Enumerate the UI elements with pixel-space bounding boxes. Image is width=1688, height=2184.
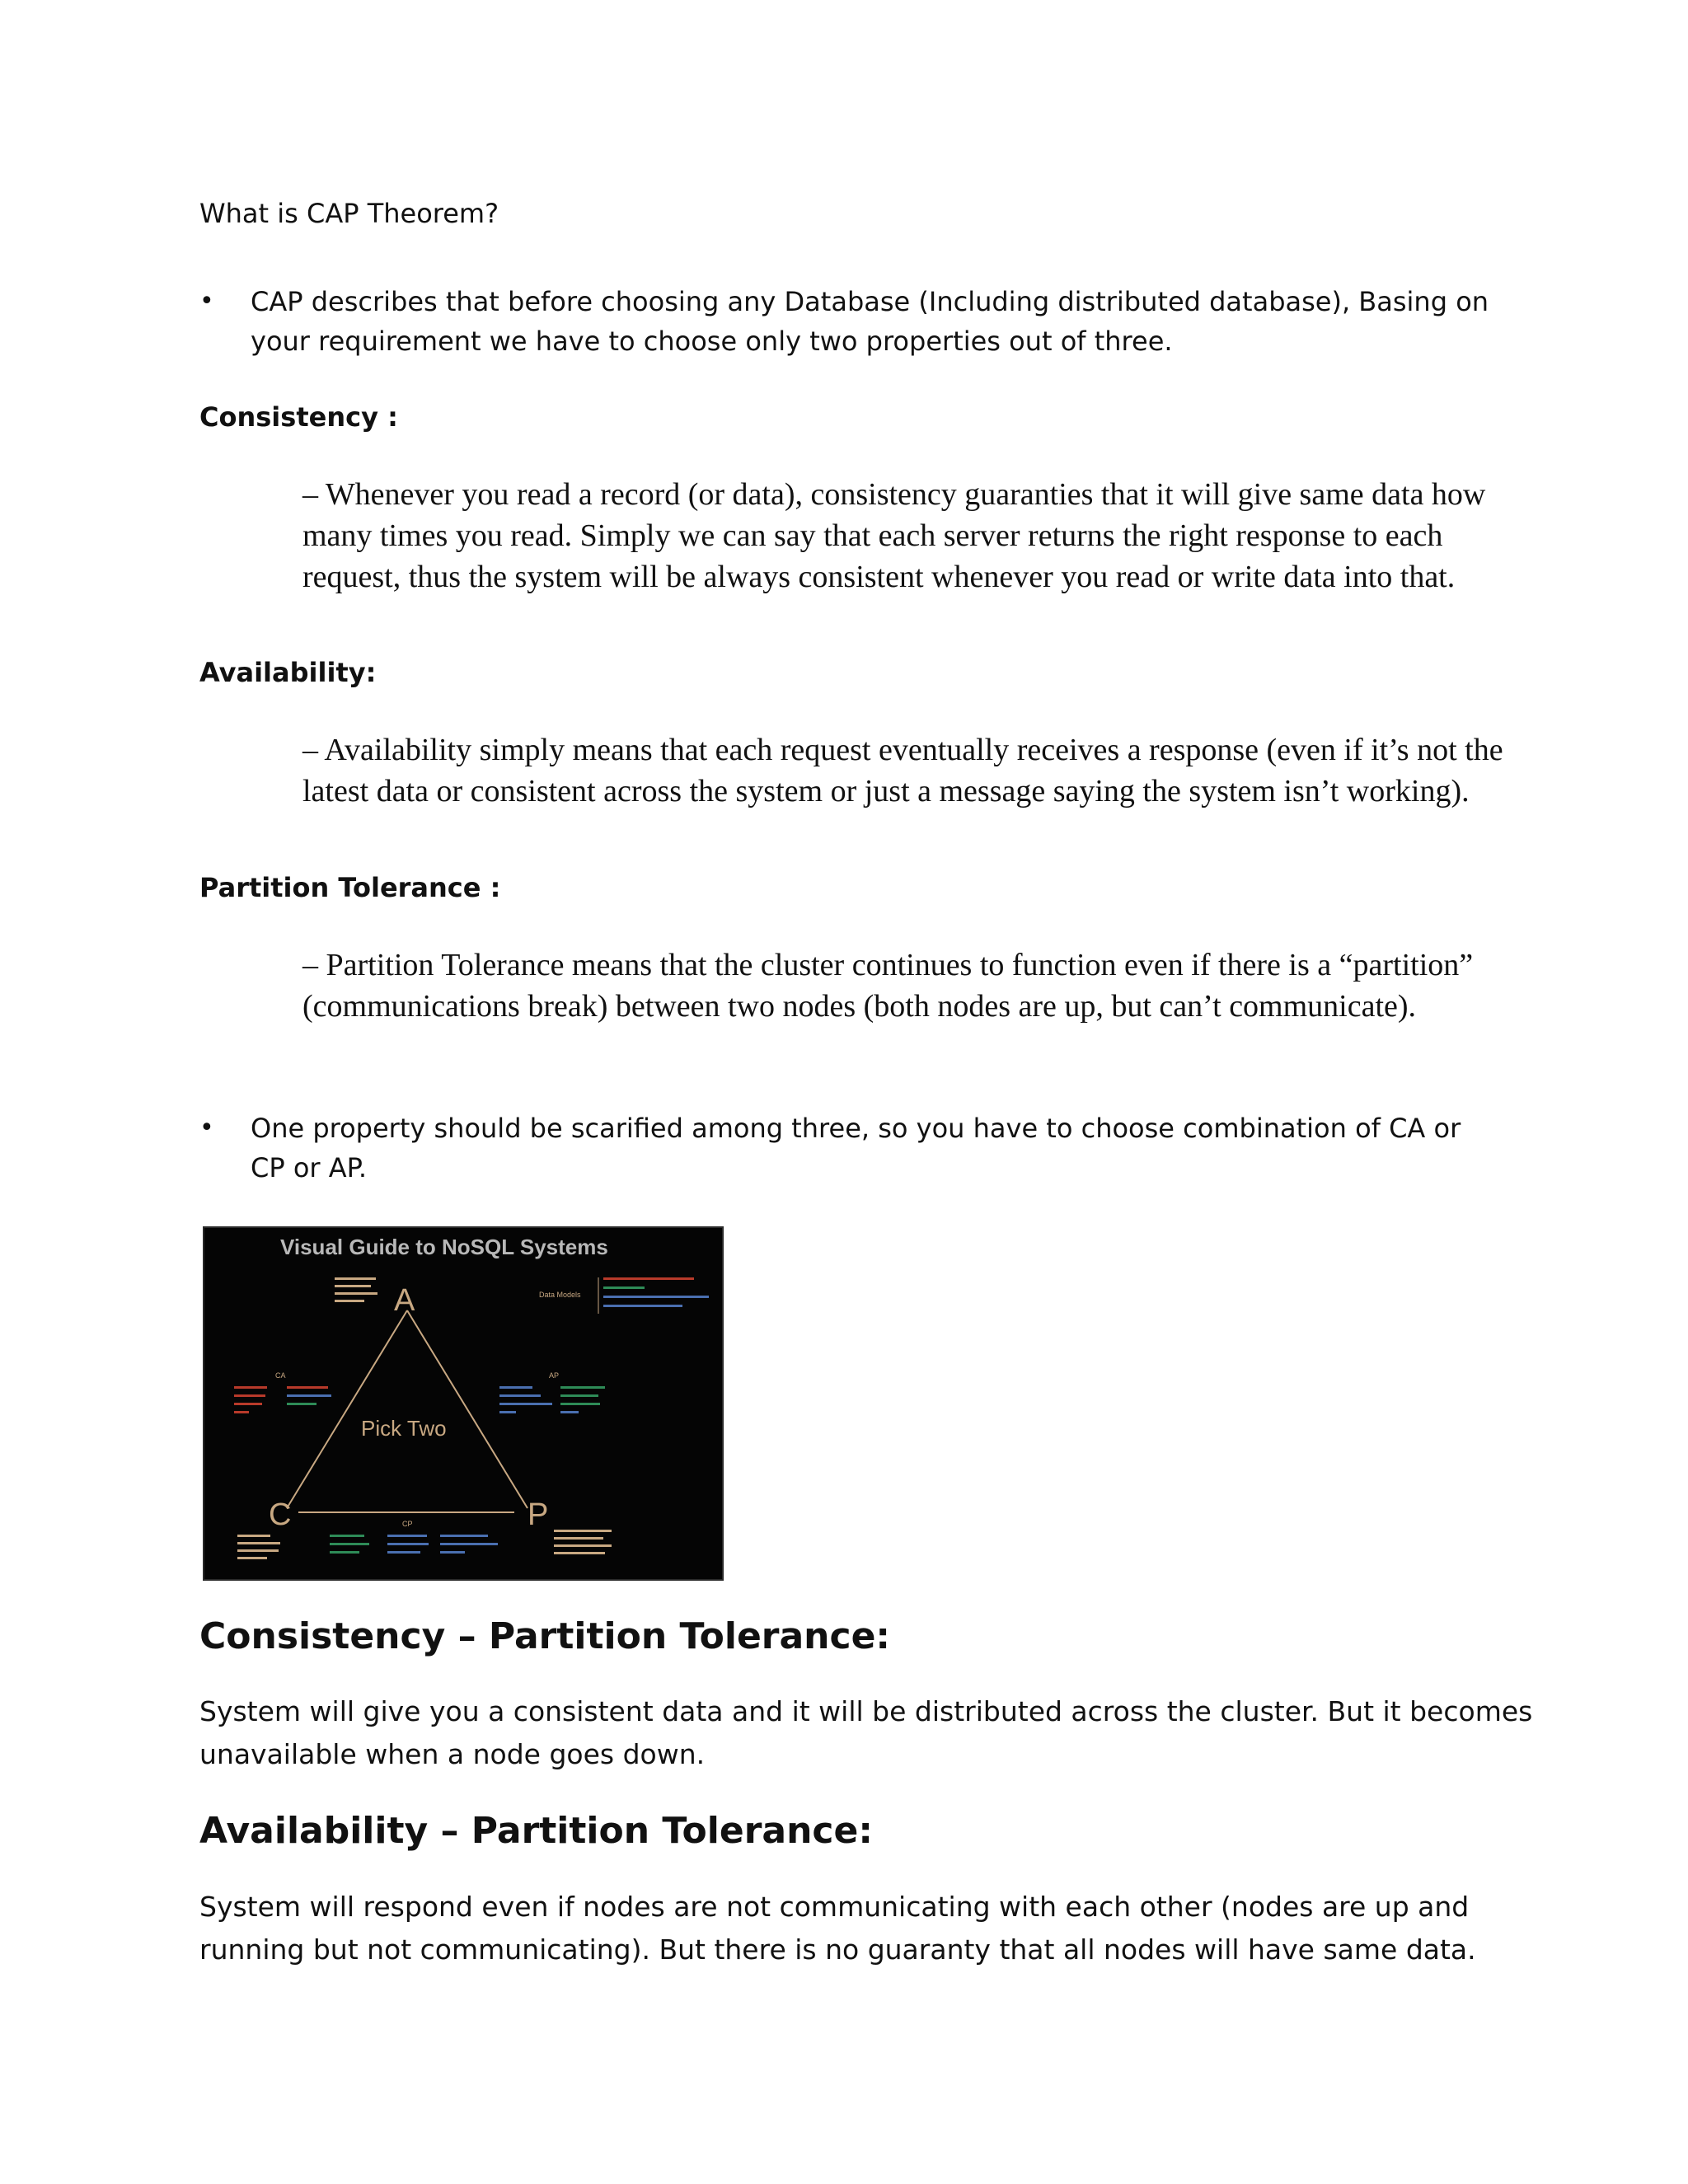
partition-note-marks — [554, 1530, 612, 1554]
ap-label: AP — [549, 1371, 560, 1380]
ap-text: System will respond even if nodes are not communicating with each other (nodes are up and running but not communicating). But there is no guaranty that all nodes will have same data. — [199, 1891, 1476, 1966]
bullet-dot: • — [199, 287, 214, 316]
cp-label: CP — [402, 1520, 413, 1528]
bullet-dot: • — [199, 1113, 214, 1142]
bullet-item-cap-description — [0, 282, 1688, 364]
edge-a-p — [407, 1310, 528, 1508]
ap-heading: Availability – Partition Tolerance: — [199, 1810, 873, 1852]
vertex-a-label: A — [394, 1283, 415, 1318]
cp-text: System will give you a consistent data and it will be distributed across the cluster. But it becomes unavailable when a node goes down. — [199, 1695, 1533, 1770]
ap-systems-marks — [499, 1386, 605, 1413]
ca-systems-marks — [234, 1386, 331, 1413]
availability-note-marks — [335, 1277, 377, 1302]
cp-heading: Consistency – Partition Tolerance: — [199, 1615, 891, 1657]
cap-triangle-graphic — [204, 1228, 722, 1579]
bullet-text: One property should be scarified among three, so you have to choose combination of CA or CP or AP. — [251, 1113, 1461, 1183]
bullet-text: CAP describes that before choosing any Database (Including distributed database), Basing on your requirement we have to choose only two properties out of three. — [251, 286, 1489, 357]
legend-marks — [598, 1277, 709, 1314]
consistency-text: – Whenever you read a record (or data), consistency guaranties that it will give same data how many times you read. Simply we can say that each server returns the right response to each request, thus the system will be always consistent whenever you read or write data into that. — [302, 477, 1486, 594]
vertex-c-label: C — [269, 1497, 292, 1532]
pick-two-label: Pick Two — [361, 1416, 447, 1441]
cp-systems-marks — [330, 1535, 498, 1554]
nosql-cap-diagram — [203, 1226, 724, 1581]
edge-a-c — [287, 1310, 407, 1508]
consistency-heading: Consistency : — [199, 401, 398, 433]
bullet-item-sacrifice — [0, 1108, 1688, 1191]
diagram-title: Visual Guide to NoSQL Systems — [280, 1235, 608, 1259]
availability-text: – Availability simply means that each request eventually receives a response (even if it’s not the latest data or consistent across the system or just a message saying the system isn’t working). — [302, 733, 1503, 808]
availability-heading: Availability: — [199, 657, 377, 688]
page-title: What is CAP Theorem? — [199, 198, 499, 229]
partition-tolerance-heading: Partition Tolerance : — [199, 872, 501, 903]
ca-label: CA — [275, 1371, 286, 1380]
data-models-label: Data Models — [539, 1291, 581, 1299]
vertex-p-label: P — [528, 1497, 549, 1532]
partition-tolerance-text: – Partition Tolerance means that the cluster continues to function even if there is a “partition” (communications break) between two nodes (both nodes are up, but can’t communicate). — [302, 948, 1474, 1024]
consistency-note-marks — [237, 1535, 280, 1559]
